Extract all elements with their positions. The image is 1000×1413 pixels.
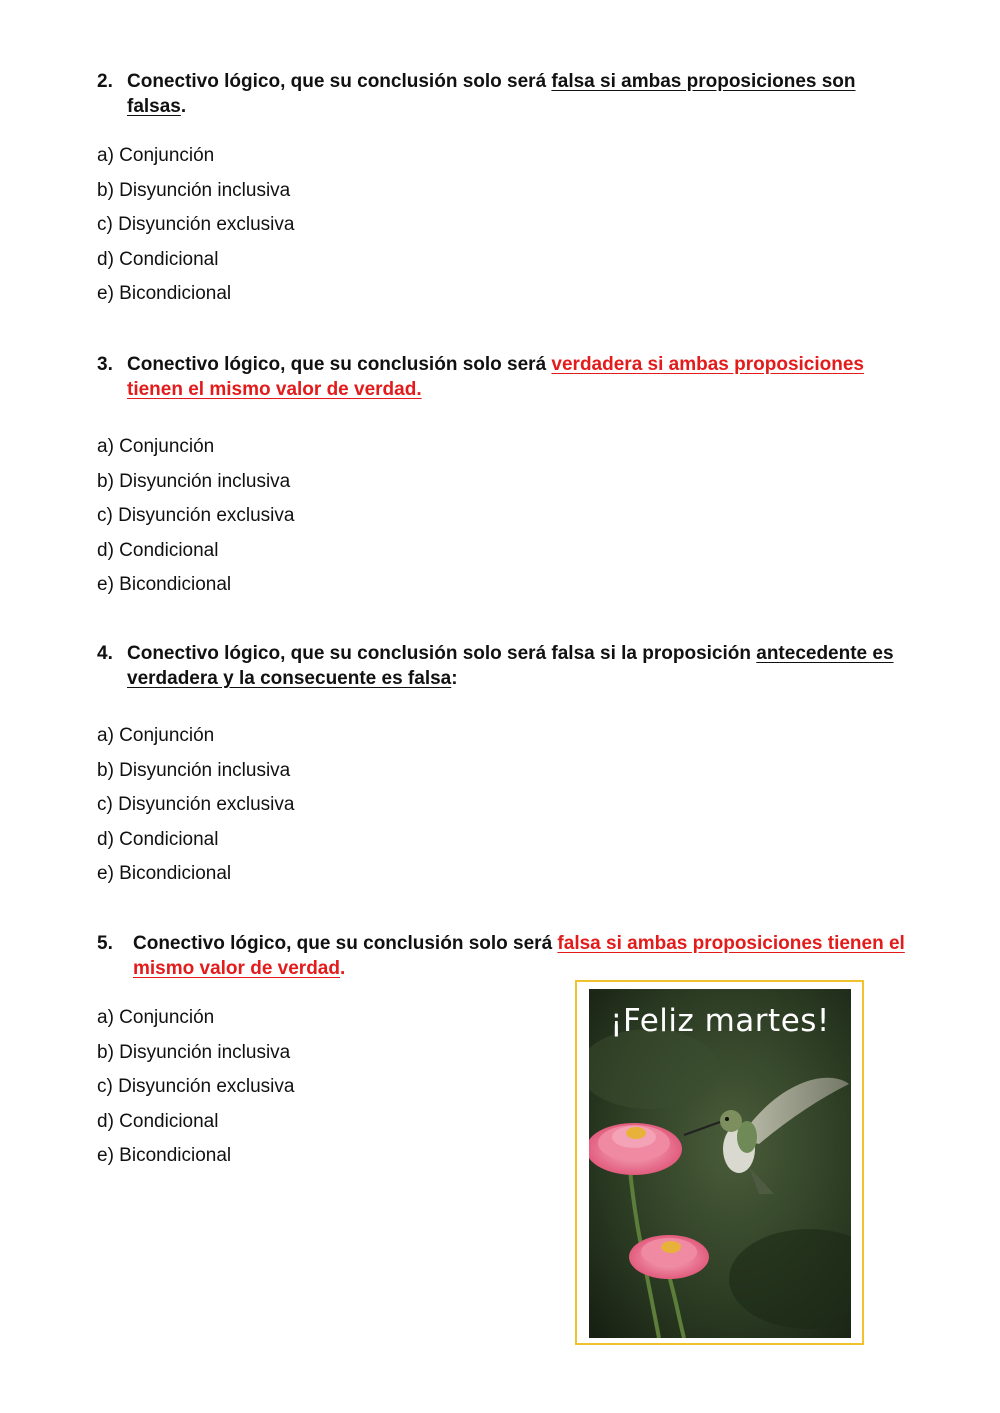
- question-highlight: falsa si ambas proposiciones tienen el mismo valor de verdad: [133, 933, 905, 979]
- question-number: 3.: [97, 354, 113, 375]
- question-highlight: falsa si ambas proposiciones son falsas: [127, 71, 856, 117]
- option-c[interactable]: c) Disyunción exclusiva: [97, 794, 295, 816]
- option-a[interactable]: a) Conjunción: [97, 145, 215, 166]
- option-d[interactable]: d) Condicional: [97, 828, 219, 850]
- option-c[interactable]: c) Disyunción exclusiva: [97, 505, 295, 527]
- question-4-prompt: [97, 641, 917, 691]
- question-lead: Conectivo lógico, que su conclusión solo será: [127, 71, 547, 92]
- answer-options: [97, 724, 917, 886]
- option-e[interactable]: e) Bicondicional: [97, 574, 232, 596]
- option-a[interactable]: a) Conjunción: [97, 436, 215, 457]
- option-d[interactable]: d) Condicional: [97, 1110, 219, 1132]
- option-b[interactable]: b) Disyunción inclusiva: [97, 1041, 291, 1063]
- question-5-prompt: [97, 931, 917, 981]
- option-b[interactable]: b) Disyunción inclusiva: [97, 470, 291, 492]
- flower-icon: [629, 1235, 709, 1279]
- question-number: 2.: [97, 71, 113, 92]
- greeting-card: [575, 980, 864, 1345]
- question-lead: Conectivo lógico, que su conclusión solo será: [133, 933, 553, 954]
- answer-options: [97, 144, 917, 306]
- question-3: [97, 352, 917, 608]
- question-end: .: [339, 958, 346, 979]
- question-4: [97, 641, 917, 897]
- question-highlight: verdadera si ambas proposiciones tienen el mismo valor de verdad.: [127, 354, 864, 400]
- question-number: 5.: [97, 933, 113, 954]
- option-c[interactable]: c) Disyunción exclusiva: [97, 214, 295, 236]
- option-e[interactable]: e) Bicondicional: [97, 1145, 232, 1167]
- question-lead: Conectivo lógico, que su conclusión solo será: [127, 354, 547, 375]
- option-d[interactable]: d) Condicional: [97, 539, 219, 561]
- question-2-prompt: [97, 69, 917, 119]
- option-e[interactable]: e) Bicondicional: [97, 283, 232, 305]
- option-c[interactable]: c) Disyunción exclusiva: [97, 1076, 295, 1098]
- question-number: 4.: [97, 643, 113, 664]
- card-title: ¡Feliz martes!: [610, 1003, 830, 1039]
- question-2: [97, 69, 917, 317]
- option-a[interactable]: a) Conjunción: [97, 1007, 215, 1028]
- question-highlight: antecedente es verdadera y la consecuente es falsa: [127, 643, 894, 689]
- flower-icon: [589, 1123, 682, 1175]
- question-3-prompt: [97, 352, 917, 402]
- hummingbird-flowers-picture: [589, 989, 851, 1338]
- question-end: :: [451, 668, 458, 689]
- option-e[interactable]: e) Bicondicional: [97, 863, 232, 885]
- hummingbird-illustration: [589, 989, 851, 1338]
- option-a[interactable]: a) Conjunción: [97, 725, 215, 746]
- question-end: .: [180, 96, 187, 117]
- answer-options: [97, 435, 917, 597]
- option-b[interactable]: b) Disyunción inclusiva: [97, 179, 291, 201]
- question-lead: Conectivo lógico, que su conclusión solo será falsa si la proposición: [127, 643, 751, 664]
- option-b[interactable]: b) Disyunción inclusiva: [97, 759, 291, 781]
- option-d[interactable]: d) Condicional: [97, 248, 219, 270]
